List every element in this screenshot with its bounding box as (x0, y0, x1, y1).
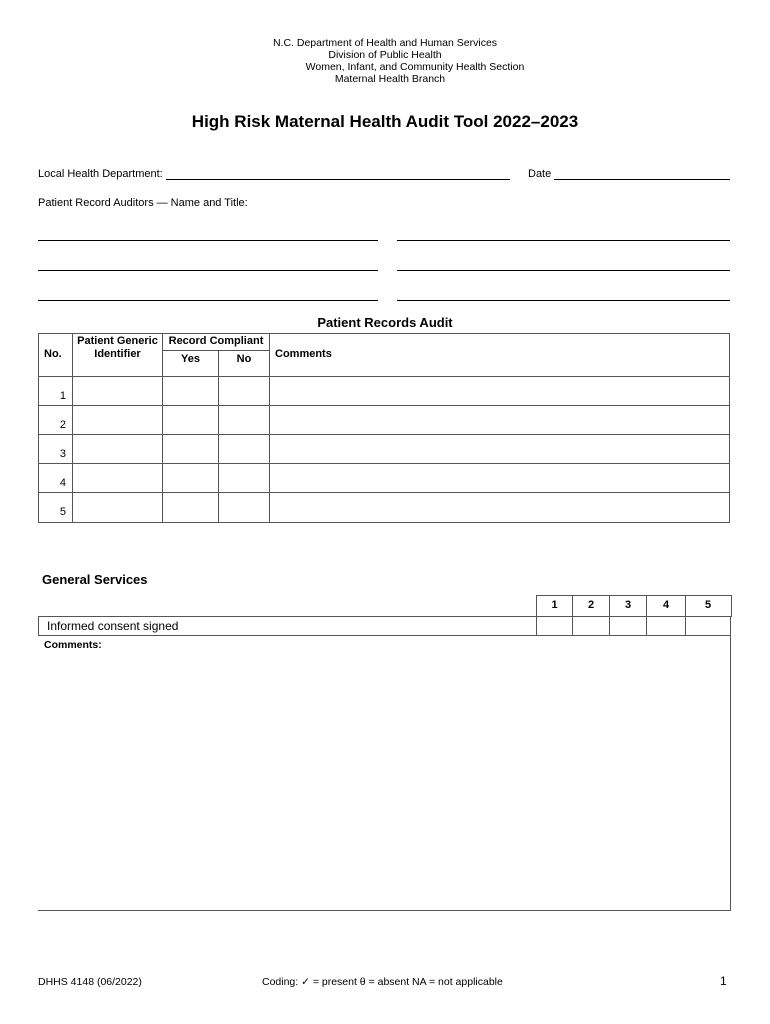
gs-column-1: 1 (551, 599, 558, 611)
general-services-box (38, 616, 731, 911)
column-no-answer: No (236, 353, 252, 365)
column-record-compliant: Record Compliant (168, 335, 264, 347)
column-yes: Yes (181, 353, 200, 365)
column-identifier-line1: Patient Generic (77, 335, 158, 347)
coding-legend: Coding: ✓ = present θ = absent NA = not applicable (262, 976, 503, 988)
row-number-3: 3 (59, 448, 66, 460)
form-number: DHHS 4148 (06/2022) (38, 976, 142, 988)
section-name: Women, Infant, and Community Health Section (305, 61, 525, 73)
row-number-5: 5 (59, 506, 66, 518)
auditor-field-2[interactable] (397, 240, 730, 241)
division-name: Division of Public Health (328, 49, 442, 61)
column-identifier-line2: Identifier (94, 348, 141, 360)
branch-name: Maternal Health Branch (334, 73, 446, 85)
gs-column-2: 2 (587, 599, 595, 611)
row-number-1: 1 (59, 390, 66, 402)
auditor-field-3[interactable] (38, 270, 378, 271)
records-audit-table (38, 333, 730, 523)
date-label: Date (528, 168, 552, 180)
comments-label: Comments: (44, 639, 102, 651)
column-comments: Comments (275, 348, 332, 360)
row-number-2: 2 (59, 419, 66, 431)
informed-consent-item: Informed consent signed (47, 619, 179, 633)
agency-name: N.C. Department of Health and Human Services (272, 37, 498, 49)
row-number-4: 4 (59, 477, 66, 489)
gs-column-5: 5 (704, 599, 712, 611)
local-health-department-label: Local Health Department: (38, 168, 163, 180)
local-health-department-field[interactable] (166, 179, 510, 180)
gs-column-3: 3 (624, 599, 632, 611)
auditor-field-6[interactable] (397, 300, 730, 301)
auditor-field-5[interactable] (38, 300, 378, 301)
general-services-heading: General Services (42, 572, 148, 587)
page-title: High Risk Maternal Health Audit Tool 2022–2023 (191, 112, 579, 131)
date-field[interactable] (554, 179, 730, 180)
auditor-field-4[interactable] (397, 270, 730, 271)
gs-column-4: 4 (662, 599, 670, 611)
auditor-field-1[interactable] (38, 240, 378, 241)
auditors-label: Patient Record Auditors — Name and Title: (38, 197, 248, 209)
page-number: 1 (720, 974, 727, 988)
column-no: No. (44, 348, 62, 360)
records-audit-heading: Patient Records Audit (317, 315, 453, 330)
